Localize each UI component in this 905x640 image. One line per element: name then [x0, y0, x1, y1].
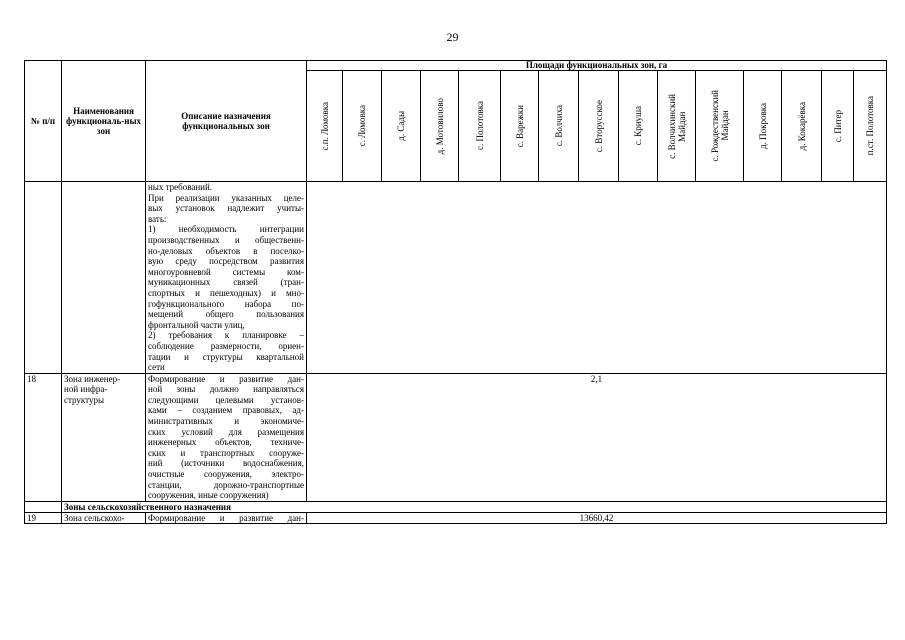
- settlement-header: [696, 71, 744, 182]
- settlement-header: [619, 71, 658, 182]
- settlement-name: с. Питер: [832, 109, 843, 143]
- desc-line: 1) необходимость интеграции: [148, 224, 304, 235]
- settlement-name: д. Покровка: [757, 103, 768, 149]
- desc-line: вать:: [148, 213, 167, 224]
- settlement-header: [854, 71, 887, 182]
- desc-line: фронтальной части улиц,: [148, 319, 245, 330]
- zone-description: [146, 373, 307, 501]
- header-area-title: Площади функциональных зон, га: [307, 61, 887, 71]
- desc-line: тации и структуры квартальной: [148, 351, 304, 362]
- settlement-header: [501, 71, 539, 182]
- desc-line: очистные сооружения, электро-: [148, 469, 304, 480]
- desc-line: При реализации указанных целе-: [148, 192, 304, 203]
- desc-line: ных требований.: [148, 182, 213, 192]
- desc-line: Формирование и развитие дан-: [148, 373, 304, 384]
- desc-line: сети: [148, 362, 165, 373]
- section-num-cell: [25, 501, 62, 512]
- settlement-header: [579, 71, 619, 182]
- settlement-header: [782, 71, 822, 182]
- table-row-19: [25, 512, 887, 524]
- settlement-header: [307, 71, 343, 182]
- row-num: 19: [25, 512, 62, 524]
- table-row-continuation: [25, 182, 887, 374]
- settlement-name: с. Волчиха: [553, 105, 564, 147]
- desc-line: инженерных объектов, техниче-: [148, 437, 304, 448]
- area-value: 2,1: [307, 373, 887, 501]
- settlement-name: с. Полотовка: [474, 101, 485, 151]
- area-value: 13660,42: [307, 512, 887, 524]
- desc-line: ний (источники водоснабжения,: [148, 458, 304, 469]
- desc-line: ками – созданием правовых, ад-: [148, 405, 304, 416]
- section-row: [25, 501, 887, 512]
- settlement-name: д. Сады: [396, 111, 406, 141]
- desc-line: ной зоны должно направляться: [148, 384, 304, 395]
- settlement-name: с. Варежки: [514, 104, 525, 148]
- settlement-name: д. Кокарёвка: [796, 101, 807, 151]
- desc-line: спортных и пешеходных) и мно-: [148, 287, 304, 298]
- desc-line: министративных и экономиче-: [148, 416, 304, 427]
- desc-line: муникационных связей (тран-: [148, 277, 304, 288]
- row-num: [25, 182, 62, 374]
- desc-line: мещений общего пользования: [148, 309, 304, 320]
- settlement-name: с. Ломовка: [357, 105, 367, 147]
- table-row-18: [25, 373, 887, 501]
- settlement-header: [421, 71, 459, 182]
- desc-line: гофункционального набора по-: [148, 298, 304, 309]
- desc-line: ских условий для размещения: [148, 426, 304, 437]
- name-line: ной инфра-: [64, 384, 108, 395]
- desc-line: сооружения, иные сооружения): [148, 490, 269, 501]
- zone-name: [62, 373, 146, 501]
- settlement-name: с. Криуша: [633, 106, 643, 146]
- page-number: 29: [446, 30, 459, 44]
- desc-line: Формирование и развитие дан-: [148, 512, 304, 523]
- desc-line: станции, дорожно-транспортные: [148, 479, 304, 490]
- row-num: 18: [25, 373, 62, 501]
- settlement-header: [459, 71, 501, 182]
- zone-name: Зона сельскохо-: [62, 512, 146, 524]
- settlement-header: [343, 71, 382, 182]
- name-line: Зона инженер-: [64, 373, 121, 384]
- settlement-name: с. Рождественский Майдан: [709, 90, 730, 162]
- name-line: структуры: [64, 394, 105, 405]
- zone-description: [146, 512, 307, 524]
- desc-line: производственных и общественн-: [148, 234, 304, 245]
- settlement-name: п.ст. Полотовка: [865, 96, 875, 156]
- settlement-name: с.п. Ломовка: [319, 101, 330, 151]
- desc-line: соблюдение размерности, ориен-: [148, 340, 304, 351]
- settlement-name: с. Волчихинский Майдан: [666, 93, 687, 159]
- settlement-header: [744, 71, 782, 182]
- settlement-header: [382, 71, 421, 182]
- zone-description: [146, 182, 307, 374]
- header-description: Описание назначения функциональных зон: [146, 61, 307, 182]
- functional-zones-table: [24, 60, 887, 524]
- zone-name: [62, 182, 146, 374]
- area-values: [307, 182, 887, 374]
- header-num: № п/п: [25, 61, 62, 182]
- section-title: Зоны сельскохозяйственного назначения: [62, 501, 887, 512]
- desc-line: 2) требования к планировке –: [148, 330, 304, 341]
- desc-line: но-деловых объектов в поселко-: [148, 245, 304, 256]
- settlement-name: с. Вторусское: [593, 99, 604, 153]
- desc-line: вую среду посредством развития: [148, 256, 304, 267]
- header-zone-name: Наименования функциональ-ных зон: [62, 61, 146, 182]
- settlement-header: [539, 71, 579, 182]
- settlement-header: [658, 71, 696, 182]
- desc-line: следующими целевыми установ-: [148, 394, 304, 405]
- desc-line: вых установок надлежит учиты-: [148, 203, 304, 214]
- settlement-header: [822, 71, 854, 182]
- settlement-name: д. Мотовилово: [434, 97, 445, 155]
- desc-line: ских и транспортных сооруже-: [148, 447, 304, 458]
- desc-line: многоуровневой системы ком-: [148, 266, 304, 277]
